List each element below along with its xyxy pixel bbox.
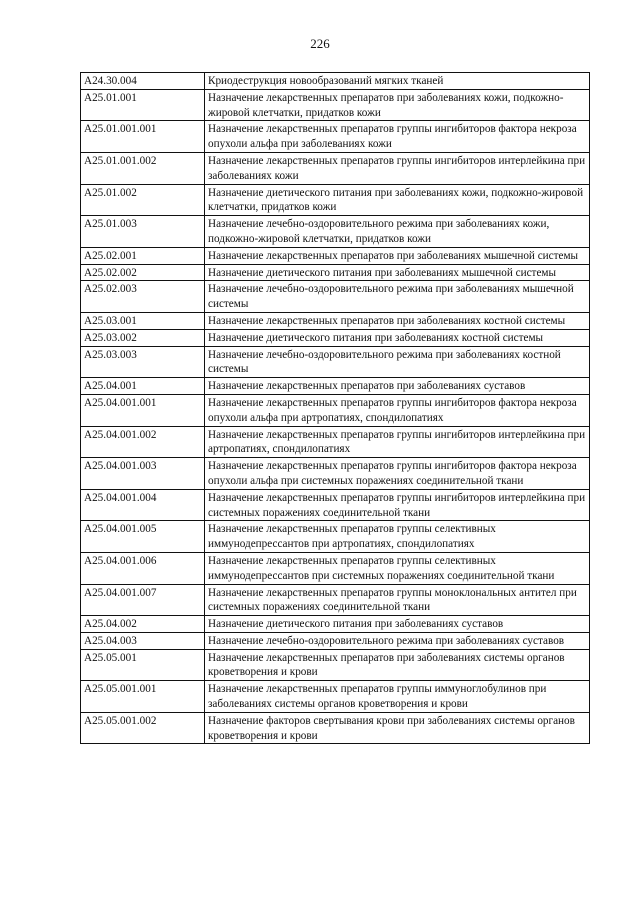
service-code-cell: A25.03.001 bbox=[81, 312, 205, 329]
service-name-cell: Криодеструкция новообразований мягких тканей bbox=[205, 73, 590, 90]
service-code-cell: A24.30.004 bbox=[81, 73, 205, 90]
table-row bbox=[81, 89, 590, 121]
service-code-cell: A25.03.003 bbox=[81, 346, 205, 378]
table-row bbox=[81, 681, 590, 713]
service-name-cell: Назначение лекарственных препаратов при заболеваниях суставов bbox=[205, 378, 590, 395]
service-name-cell: Назначение диетического питания при заболеваниях суставов bbox=[205, 616, 590, 633]
service-name-cell: Назначение лекарственных препаратов группы селективных иммунодепрессантов при системных поражениях соединительной ткани bbox=[205, 552, 590, 584]
service-name-cell: Назначение лечебно-оздоровительного режима при заболеваниях кожи, подкожно-жировой клетчатки, придатков кожи bbox=[205, 216, 590, 248]
service-name-cell: Назначение лекарственных препаратов при заболеваниях системы органов кроветворения и крови bbox=[205, 649, 590, 681]
table-row bbox=[81, 552, 590, 584]
service-name-cell: Назначение лекарственных препаратов группы селективных иммунодепрессантов при артропатиях, спондилопатиях bbox=[205, 521, 590, 553]
table-row bbox=[81, 378, 590, 395]
service-code-cell: A25.01.001.002 bbox=[81, 152, 205, 184]
service-name-cell: Назначение диетического питания при заболеваниях мышечной системы bbox=[205, 264, 590, 281]
service-name-cell: Назначение лекарственных препаратов группы ингибиторов интерлейкина при заболеваниях кожи bbox=[205, 152, 590, 184]
service-code-cell: A25.04.003 bbox=[81, 632, 205, 649]
service-code-cell: A25.01.002 bbox=[81, 184, 205, 216]
service-name-cell: Назначение лечебно-оздоровительного режима при заболеваниях мышечной системы bbox=[205, 281, 590, 313]
service-name-cell: Назначение факторов свертывания крови при заболеваниях системы органов кроветворения и крови bbox=[205, 712, 590, 744]
service-code-cell: A25.04.001.006 bbox=[81, 552, 205, 584]
service-name-cell: Назначение лечебно-оздоровительного режима при заболеваниях суставов bbox=[205, 632, 590, 649]
service-code-cell: A25.05.001.001 bbox=[81, 681, 205, 713]
table-row bbox=[81, 712, 590, 744]
service-name-cell: Назначение лекарственных препаратов группы ингибиторов фактора некроза опухоли альфа при системных поражениях соединительной ткани bbox=[205, 458, 590, 490]
table-row bbox=[81, 616, 590, 633]
service-code-cell: A25.04.001.001 bbox=[81, 394, 205, 426]
service-code-cell: A25.04.001.004 bbox=[81, 489, 205, 521]
service-code-cell: A25.02.001 bbox=[81, 247, 205, 264]
service-code-cell: A25.05.001.002 bbox=[81, 712, 205, 744]
table-row bbox=[81, 312, 590, 329]
service-name-cell: Назначение лечебно-оздоровительного режима при заболеваниях костной системы bbox=[205, 346, 590, 378]
service-name-cell: Назначение лекарственных препаратов группы ингибиторов интерлейкина при системных поражениях соединительной ткани bbox=[205, 489, 590, 521]
table-row bbox=[81, 489, 590, 521]
table-row bbox=[81, 426, 590, 458]
service-name-cell: Назначение лекарственных препаратов группы иммуноглобулинов при заболеваниях системы органов кроветворения и крови bbox=[205, 681, 590, 713]
table-row bbox=[81, 281, 590, 313]
table-row bbox=[81, 632, 590, 649]
service-code-cell: A25.02.002 bbox=[81, 264, 205, 281]
service-code-cell: A25.04.001.002 bbox=[81, 426, 205, 458]
table-row bbox=[81, 216, 590, 248]
service-code-cell: A25.02.003 bbox=[81, 281, 205, 313]
table-row bbox=[81, 394, 590, 426]
service-code-cell: A25.03.002 bbox=[81, 329, 205, 346]
table-row bbox=[81, 184, 590, 216]
table-row bbox=[81, 346, 590, 378]
table-row bbox=[81, 264, 590, 281]
table-row bbox=[81, 247, 590, 264]
service-name-cell: Назначение лекарственных препаратов группы ингибиторов фактора некроза опухоли альфа при заболеваниях кожи bbox=[205, 121, 590, 153]
table-row bbox=[81, 584, 590, 616]
service-code-cell: A25.04.001.007 bbox=[81, 584, 205, 616]
service-codes-table bbox=[80, 72, 590, 744]
service-name-cell: Назначение лекарственных препаратов при заболеваниях кожи, подкожно-жировой клетчатки, придатков кожи bbox=[205, 89, 590, 121]
service-code-cell: A25.04.001.005 bbox=[81, 521, 205, 553]
service-code-cell: A25.01.001.001 bbox=[81, 121, 205, 153]
service-name-cell: Назначение лекарственных препаратов группы ингибиторов фактора некроза опухоли альфа при артропатиях, спондилопатиях bbox=[205, 394, 590, 426]
service-name-cell: Назначение диетического питания при заболеваниях кожи, подкожно-жировой клетчатки, придатков кожи bbox=[205, 184, 590, 216]
service-name-cell: Назначение лекарственных препаратов группы ингибиторов интерлейкина при артропатиях, спондилопатиях bbox=[205, 426, 590, 458]
service-code-cell: A25.04.002 bbox=[81, 616, 205, 633]
table-row bbox=[81, 329, 590, 346]
table-row bbox=[81, 152, 590, 184]
service-code-cell: A25.01.001 bbox=[81, 89, 205, 121]
service-code-cell: A25.04.001 bbox=[81, 378, 205, 395]
service-name-cell: Назначение лекарственных препаратов при заболеваниях мышечной системы bbox=[205, 247, 590, 264]
table-body bbox=[81, 73, 590, 744]
service-code-cell: A25.01.003 bbox=[81, 216, 205, 248]
service-name-cell: Назначение лекарственных препаратов при заболеваниях костной системы bbox=[205, 312, 590, 329]
table-row bbox=[81, 458, 590, 490]
table-row bbox=[81, 521, 590, 553]
service-code-cell: A25.04.001.003 bbox=[81, 458, 205, 490]
table-row bbox=[81, 73, 590, 90]
page-number: 226 bbox=[310, 36, 330, 51]
table-row bbox=[81, 649, 590, 681]
service-name-cell: Назначение диетического питания при заболеваниях костной системы bbox=[205, 329, 590, 346]
table-row bbox=[81, 121, 590, 153]
service-name-cell: Назначение лекарственных препаратов группы моноклональных антител при системных поражениях соединительной ткани bbox=[205, 584, 590, 616]
service-code-cell: A25.05.001 bbox=[81, 649, 205, 681]
